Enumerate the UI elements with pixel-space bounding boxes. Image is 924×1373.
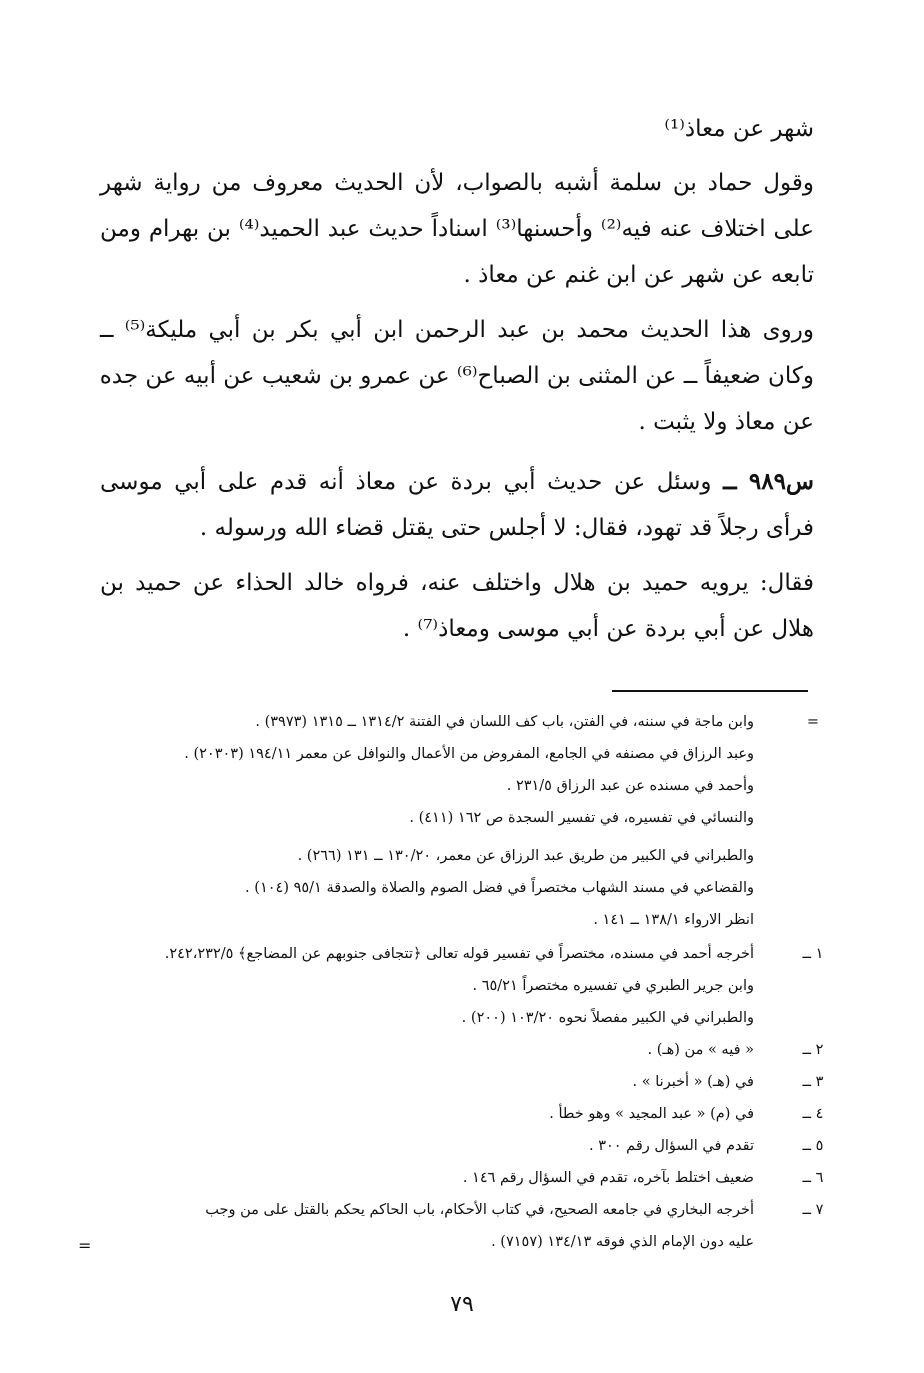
paragraph-1-line-3: تابعه عن شهر عن ابن غنم عن معاذ . [463, 262, 814, 288]
footnote-marker-2: ٢ ــ [802, 1042, 824, 1058]
paragraph-2-line-1: وروى هذا الحديث محمد بن عبد الرحمن ابن أبي بكر بن أبي مليكة⁽⁵⁾ ــ [100, 317, 814, 343]
footnote-cont-line-6: والقضاعي في مسند الشهاب مختصراً في فضل الصوم والصلاة والصدقة ٩٥/١ (١٠٤) . [245, 880, 754, 896]
footnote-2-line-1: « فيه » من (هـ) . [647, 1042, 754, 1058]
paragraph-1-line-2: على اختلاف عنه فيه⁽²⁾ وأحسنها⁽³⁾ اسناداً حديث عبد الحميد⁽⁴⁾ بن بهرام ومن [100, 216, 814, 242]
footnote-cont-line-5: والطبراني في الكبير من طريق عبد الرزاق عن معمر، ١٣٠/٢٠ ــ ١٣١ (٢٦٦) . [297, 848, 754, 864]
paragraph-1-line-1: وقول حماد بن سلمة أشبه بالصواب، لأن الحديث معروف من رواية شهر [100, 170, 814, 196]
footnote-1-line-3: والطبراني في الكبير مفصلاً نحوه ١٠٣/٢٠ (٢٠٠) . [461, 1010, 754, 1026]
footnote-cont-line-1: وابن ماجة في سننه، في الفتن، باب كف اللسان في الفتنة ١٣١٤/٢ ــ ١٣١٥ (٣٩٧٣) . [255, 714, 754, 730]
footnote-marker-continued: = [806, 714, 820, 730]
footnote-1-line-1: أخرجه أحمد في مسنده، مختصراً في تفسير قوله تعالى ﴿تتجافى جنوبهم عن المضاجع﴾ ٢٤٢،٢٣٢/٥. [164, 946, 754, 962]
footnote-cont-line-4: والنسائي في تفسيره، في تفسير السجدة ص ١٦٢ (٤١١) . [409, 810, 754, 826]
footnote-cont-line-2: وعبد الرزاق في مصنفه في الجامع، المفروض من الأعمال والنوافل عن معمر ١٩٤/١١ (٢٠٣٠٣) . [184, 746, 754, 762]
footnote-separator [612, 690, 808, 692]
question-line-1 [100, 465, 814, 499]
footnote-5-line-1: تقدم في السؤال رقم ٣٠٠ . [588, 1138, 754, 1154]
footnote-marker-7: ٧ ــ [802, 1202, 824, 1218]
footnote-3-line-1: في (هـ) « أخبرنا » . [632, 1074, 754, 1090]
footnote-marker-1: ١ ــ [802, 946, 824, 962]
footnote-marker-4: ٤ ــ [802, 1106, 824, 1122]
header-line: شهر عن معاذ⁽¹⁾ [664, 116, 814, 142]
footnote-cont-line-7: انظر الارواء ١٣٨/١ ــ ١٤١ . [593, 912, 754, 928]
footnote-1-line-2: وابن جرير الطبري في تفسيره مختصراً ٦٥/٢١ . [472, 978, 754, 994]
question-number: س٩٨٩ ــ [723, 468, 814, 495]
answer-line-1: فقال: يرويه حميد بن هلال واختلف عنه، فرواه خالد الحذاء عن حميد بن [100, 570, 814, 596]
continuation-mark: = [78, 1236, 92, 1255]
footnote-marker-3: ٣ ــ [802, 1074, 824, 1090]
footnote-6-line-1: ضعيف اختلط بآخره، تقدم في السؤال رقم ١٤٦ . [462, 1170, 754, 1186]
page-number: ٧٩ [450, 1292, 474, 1317]
footnote-4-line-1: في (م) « عبد المجيد » وهو خطأ . [549, 1106, 754, 1122]
footnote-7-line-2: عليه دون الإمام الذي فوقه ١٣٤/١٣ (٧١٥٧) . [491, 1234, 754, 1250]
footnote-marker-6: ٦ ــ [802, 1170, 824, 1186]
answer-line-2: هلال عن أبي بردة عن أبي موسى ومعاذ⁽⁷⁾ . [402, 616, 814, 642]
question-line-2: فرأى رجلاً قد تهود، فقال: لا أجلس حتى يقتل قضاء الله ورسوله . [199, 515, 814, 541]
paragraph-2-line-2: وكان ضعيفاً ــ عن المثنى بن الصباح⁽⁶⁾ عن عمرو بن شعيب عن أبيه عن جده [99, 363, 814, 389]
footnote-cont-line-3: وأحمد في مسنده عن عبد الرزاق ٢٣١/٥ . [506, 778, 754, 794]
question-text-1: وسئل عن حديث أبي بردة عن معاذ أنه قدم على أبي موسى [100, 469, 712, 495]
paragraph-2-line-3: عن معاذ ولا يثبت . [638, 409, 814, 435]
footnote-marker-5: ٥ ــ [802, 1138, 824, 1154]
footnote-7-line-1: أخرجه البخاري في جامعه الصحيح، في كتاب الأحكام، باب الحاكم يحكم بالقتل على من وجب [205, 1202, 754, 1218]
